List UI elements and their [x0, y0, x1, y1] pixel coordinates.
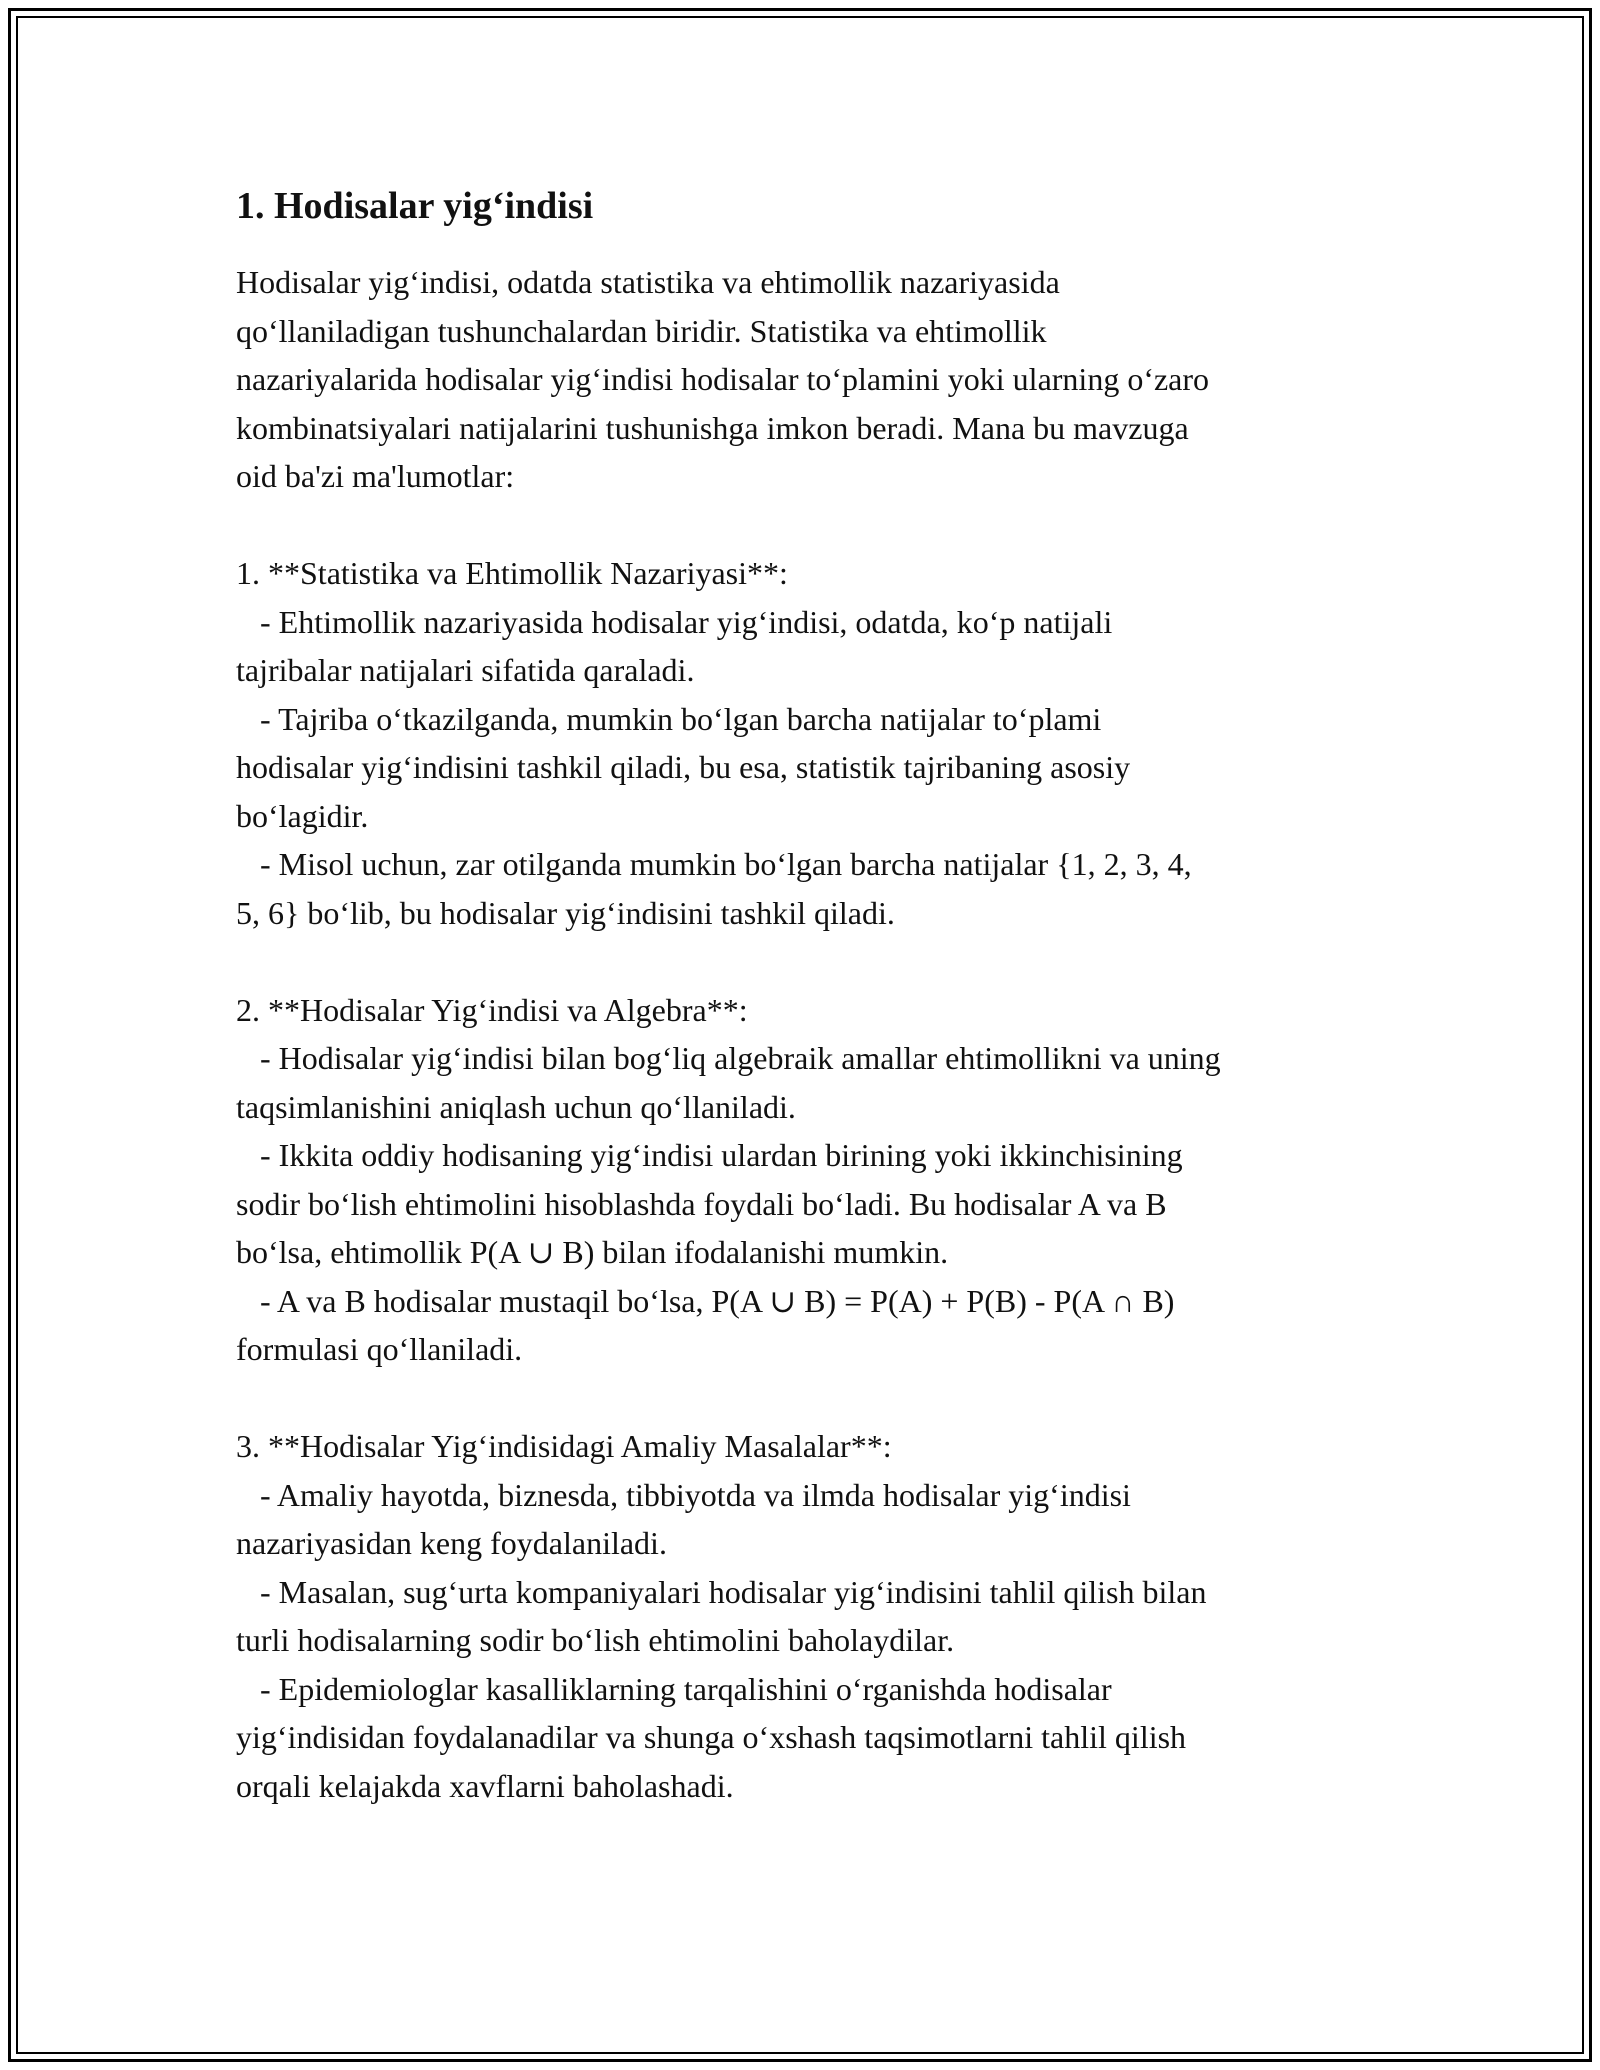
- document-title: 1. Hodisalar yig‘indisi: [236, 185, 594, 227]
- document-body: Hodisalar yig‘indisi, odatda statistika va ehtimollik nazariyasida qo‘llaniladigan tushunchalardan biridir. Statistika va ehtimollik nazariyalarida hodisalar yig‘indisi hodisalar to‘plamini yoki ularning o‘zaro kombinatsiyalari natijalarini tushunishga imkon beradi. Mana bu mavzuga oid ba'zi ma'lumotlar: 1. **Statistika va Ehtimollik Nazariyasi**: - Ehtimollik nazariyasida hodisalar yig‘indisi, odatda, ko‘p natijali tajribalar natijalari sifatida qaraladi. - Tajriba o‘tkazilganda, mumkin bo‘lgan barcha natijalar to‘plami hodisalar yig‘indisini tashkil qiladi, bu esa, statistik tajribaning asosiy bo‘lagidir. - Misol uchun, zar otilganda mumkin bo‘lgan barcha natijalar {1, 2, 3, 4, 5, 6} bo‘lib, bu hodisalar yig‘indisini tashkil qiladi. 2. **Hodisalar Yig‘indisi va Algebra**: - Hodisalar yig‘indisi bilan bog‘liq algebraik amallar ehtimollikni va uning taqsimlanishini aniqlash uchun qo‘llaniladi. - Ikkita oddiy hodisaning yig‘indisi ulardan birining yoki ikkinchisining sodir bo‘lish ehtimolini hisoblashda foydali bo‘ladi. Bu hodisalar A va B bo‘lsa, ehtimollik P(A ∪ B) bilan ifodalanishi mumkin. - A va B hodisalar mustaqil bo‘lsa, P(A ∪ B) = P(A) + P(B) - P(A ∩ B) formulasi qo‘llaniladi. 3. **Hodisalar Yig‘indisidagi Amaliy Masalalar**: - Amaliy hayotda, biznesda, tibbiyotda va ilmda hodisalar yig‘indisi nazariyasidan keng foydalaniladi. - Masalan, sug‘urta kompaniyalari hodisalar yig‘indisini tahlil qilish bilan turli hodisalarning sodir bo‘lish ehtimolini baholaydilar. - Epidemiologlar kasalliklarning tarqalishini o‘rganishda hodisalar yig‘indisidan foydalanadilar va shunga o‘xshash taqsimotlarni tahlil qilish orqali kelajakda xavflarni baholashadi.: [236, 264, 1221, 1804]
- document-content: [236, 180, 1376, 1810]
